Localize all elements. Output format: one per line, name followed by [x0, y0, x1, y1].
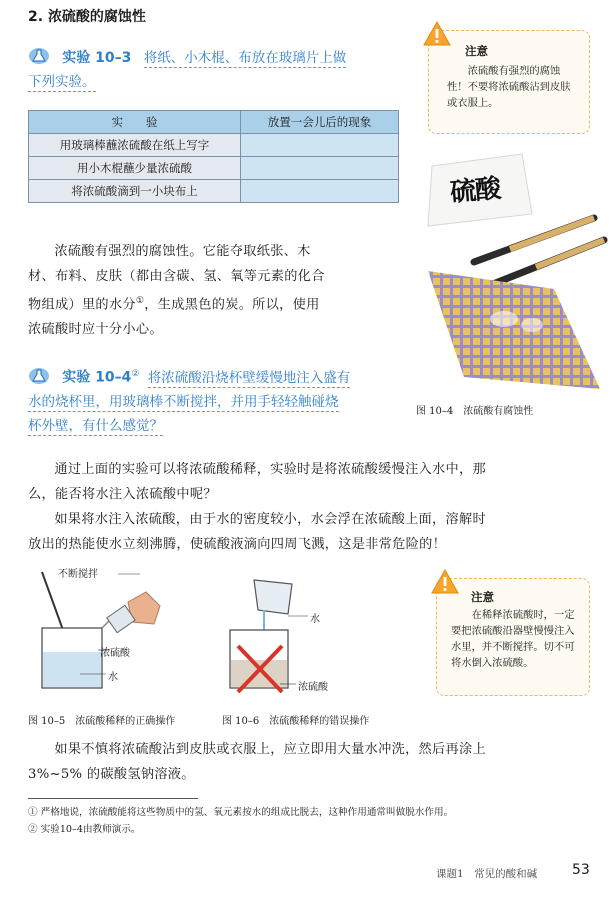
- figure-caption: 图 10–4 浓硫酸有腐蚀性: [416, 406, 534, 417]
- table-cell: [241, 134, 399, 157]
- plaid-cloth-image: [420, 265, 606, 395]
- section-heading: [28, 6, 146, 26]
- table-cell: 用小木棍蘸少量浓硫酸: [29, 157, 241, 180]
- figure-caption: 图 10–6 浓硫酸稀释的错误操作: [222, 716, 370, 727]
- paragraph-danger: [28, 508, 594, 557]
- diagram-label-stir: 不断搅拌: [58, 569, 98, 580]
- experiment-text: 将浓硫酸沿烧杯壁缓慢地注入盛有: [147, 369, 351, 386]
- text-line: 3%~5% 的碳酸氢钠溶液。: [28, 766, 195, 782]
- experiment-title: 实验 10–3: [62, 50, 132, 66]
- section-number: 2.: [28, 9, 44, 25]
- table-row: [29, 180, 399, 203]
- note-box: [436, 578, 590, 696]
- wrong-dilution-diagram: [220, 568, 360, 700]
- text-line: 如果不慎将浓硫酸沾到皮肤或衣服上，应立即用大量水冲洗，然后再涂上: [54, 742, 486, 757]
- note-body: 在稀释浓硫酸时，一定要把浓硫酸沿器壁慢慢注入水里，并不断搅拌。切不可将水倒入浓硫酸。: [451, 609, 575, 669]
- diagram-label-water: 水: [108, 672, 118, 683]
- footnote: ② 实验10–4由教师演示。: [28, 824, 141, 835]
- text-line: 浓硫酸有强烈的腐蚀性。它能夺取纸张、木: [54, 244, 311, 259]
- note-title: 注意: [471, 590, 494, 604]
- experiment-10-3: [28, 46, 398, 94]
- paragraph-dilution-question: [28, 458, 594, 507]
- experiment-text: 下列实验。: [28, 74, 96, 90]
- text-line: 材、布料、皮肤（都由含碳、氢、氧等元素的化合: [28, 268, 325, 284]
- footnote-ref: ①: [135, 296, 145, 306]
- footnotes: [28, 804, 598, 838]
- flask-icon: [28, 47, 54, 65]
- footnote: ① 严格地说，浓硫酸能将这些物质中的氢、氧元素按水的组成比脱去，这种作用通常叫做脱水作用。: [28, 807, 454, 818]
- experiment-text: 将纸、小木棍、布放在玻璃片上做: [143, 50, 347, 66]
- text-line: [28, 289, 396, 318]
- table-header: 实 验: [29, 111, 241, 134]
- text-span: 物组成）里的水分: [28, 297, 136, 313]
- note-box: [428, 30, 590, 134]
- footnote-divider: [28, 798, 198, 799]
- paragraph-corrosiveness: [28, 240, 396, 342]
- experiment-text: 水的烧杯里，用玻璃棒不断搅拌，并用手轻轻触碰烧: [28, 393, 339, 410]
- table-cell: 将浓硫酸滴到一小块布上: [29, 180, 241, 203]
- diagram-label-acid: 浓硫酸: [100, 648, 130, 659]
- diagram-label-water: 水: [310, 614, 320, 625]
- note-body: 浓硫酸有强烈的腐蚀性！不要将浓硫酸沾到皮肤或衣服上。: [447, 65, 571, 109]
- table-header: 放置一会儿后的现象: [241, 111, 399, 134]
- flask-icon: [28, 367, 54, 385]
- table-cell: [241, 180, 399, 203]
- figure-caption: 图 10–5 浓硫酸稀释的正确操作: [28, 716, 176, 727]
- experiment-table: [28, 110, 399, 203]
- experiment-title: 实验 10–4: [62, 369, 132, 386]
- paper-writing: 硫酸: [449, 173, 502, 209]
- experiment-10-4: [28, 362, 400, 438]
- warning-icon: [431, 569, 459, 595]
- experiment-text: 杯外壁，有什么感觉？: [28, 417, 163, 434]
- table-row: [29, 134, 399, 157]
- diagram-label-acid: 浓硫酸: [298, 682, 328, 693]
- text-line: 通过上面的实验可以将浓硫酸稀释，实验时是将浓硫酸缓慢注入水中，那: [54, 462, 486, 477]
- text-line: 如果将水注入浓硫酸，由于水的密度较小，水会浮在浓硫酸上面，溶解时: [54, 512, 486, 527]
- table-row: [29, 157, 399, 180]
- table-cell: [241, 157, 399, 180]
- text-line: 么，能否将水注入浓硫酸中呢？: [28, 486, 217, 502]
- section-title: 浓硫酸的腐蚀性: [47, 9, 146, 25]
- text-line: 放出的热能使水立刻沸腾，使硫酸液滴向四周飞溅，这是非常危险的！: [28, 536, 447, 552]
- note-title: 注意: [465, 44, 488, 58]
- page-number: 53: [572, 862, 590, 878]
- footnote-ref: ②: [131, 369, 140, 379]
- table-cell: 用玻璃棒蘸浓硫酸在纸上写字: [29, 134, 241, 157]
- chapter-label: 课题1 常见的酸和碱: [436, 868, 538, 880]
- text-span: ，生成黑色的炭。所以，使用: [144, 297, 320, 313]
- correct-dilution-diagram: [28, 562, 168, 700]
- text-line: 浓硫酸时应十分小心。: [28, 321, 163, 337]
- warning-icon: [423, 21, 451, 47]
- paragraph-first-aid: [28, 738, 594, 787]
